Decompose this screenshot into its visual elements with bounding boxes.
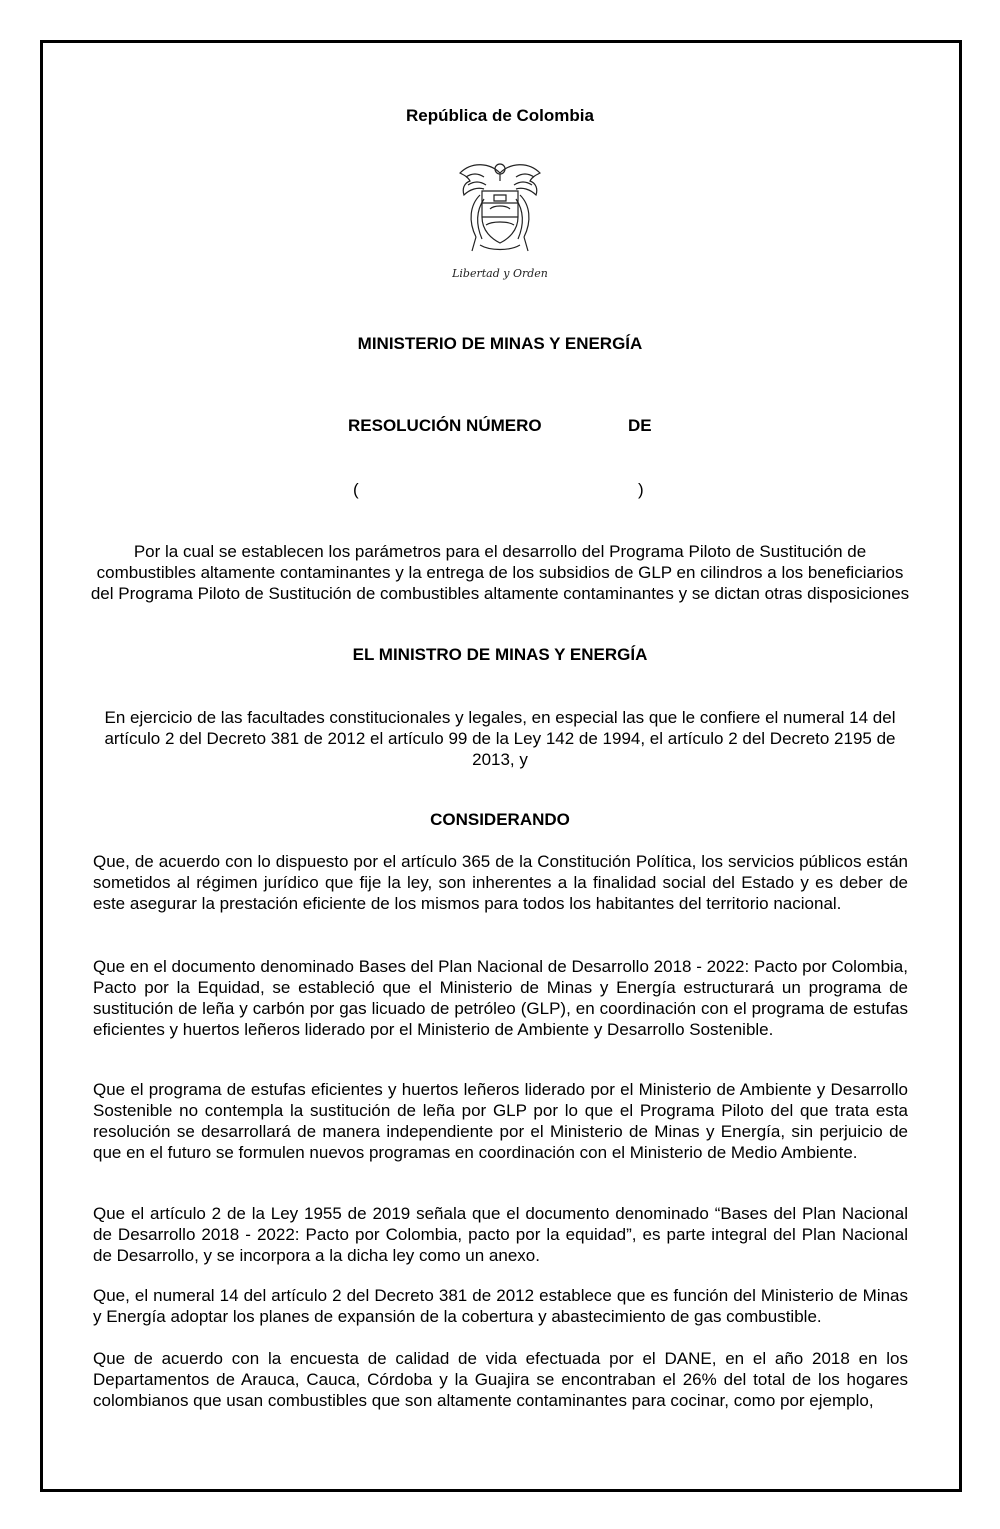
close-paren: ) bbox=[638, 480, 644, 499]
resolution-number-label: RESOLUCIÓN NÚMERO bbox=[348, 416, 542, 435]
considering-paragraph: Que en el documento denominado Bases del Plan Nacional de Desarrollo 2018 - 2022: Pacto por Colombia, Pacto por la Equidad, se estableció que el Ministerio de Minas y Energía estructurará un programa de sustitución de leña y carbón por gas licuado de petróleo (GLP), en coordinación con el programa de estufas eficientes y huertos leñeros liderado por el Ministerio de Ambiente y Desarrollo Sostenible. bbox=[93, 957, 908, 1039]
motto-text: Libertad y Orden bbox=[452, 267, 548, 280]
coat-of-arms-icon bbox=[450, 155, 550, 285]
country-heading: República de Colombia bbox=[406, 106, 594, 125]
open-paren: ( bbox=[353, 480, 359, 499]
ministry-heading: MINISTERIO DE MINAS Y ENERGÍA bbox=[357, 334, 643, 353]
faculties-paragraph: En ejercicio de las facultades constitucionales y legales, en especial las que le confiere el numeral 14 del artículo 2 del Decreto 381 de 2012 el artículo 99 de la Ley 142 de 1994, el artículo 2 del Decreto 2195 de 2013, y bbox=[104, 708, 896, 769]
resolution-date-label: DE bbox=[628, 416, 652, 435]
considering-paragraph: Que el programa de estufas eficientes y huertos leñeros liderado por el Ministerio de Ambiente y Desarrollo Sostenible no contempla la sustitución de leña por GLP por lo que el Programa Piloto del que trata esta resolución se desarrollará de manera independiente por el Ministerio de Minas y Energía, sin perjuicio de que en el futuro se formulen nuevos programas en coordinación con el Ministerio de Medio Ambiente. bbox=[93, 1080, 908, 1162]
considering-heading: CONSIDERANDO bbox=[430, 810, 570, 829]
considering-paragraph: Que, de acuerdo con lo dispuesto por el artículo 365 de la Constitución Política, los servicios públicos están sometidos al régimen jurídico que fije la ley, son inherentes a la finalidad social del Estado y es deber de este asegurar la prestación eficiente de los mismos para todos los habitantes del territorio nacional. bbox=[93, 852, 908, 913]
considering-paragraph: Que, el numeral 14 del artículo 2 del Decreto 381 de 2012 establece que es función del Ministerio de Minas y Energía adoptar los planes de expansión de la cobertura y abastecimiento de gas combustible. bbox=[93, 1286, 908, 1326]
considering-paragraph: Que de acuerdo con la encuesta de calidad de vida efectuada por el DANE, en el año 2018 en los Departamentos de Arauca, Cauca, Córdoba y la Guajira se encontraban el 26% del total de los hogares colombianos que usan combustibles que son altamente contaminantes para cocinar, como por ejemplo, bbox=[93, 1349, 908, 1410]
minister-heading: EL MINISTRO DE MINAS Y ENERGÍA bbox=[352, 645, 648, 664]
resolution-summary: Por la cual se establecen los parámetros para el desarrollo del Programa Piloto de Sustitución de combustibles altamente contaminantes y la entrega de los subsidios de GLP en cilindros a los beneficiarios del Programa Piloto de Sustitución de combustibles altamente contaminantes y se dictan otras disposiciones bbox=[90, 542, 910, 603]
considering-paragraph: Que el artículo 2 de la Ley 1955 de 2019 señala que el documento denominado “Bases del Plan Nacional de Desarrollo 2018 - 2022: Pacto por Colombia, pacto por la equidad”, es parte integral del Plan Nacional de Desarrollo, y se incorpora a la dicha ley como un anexo. bbox=[93, 1204, 908, 1265]
